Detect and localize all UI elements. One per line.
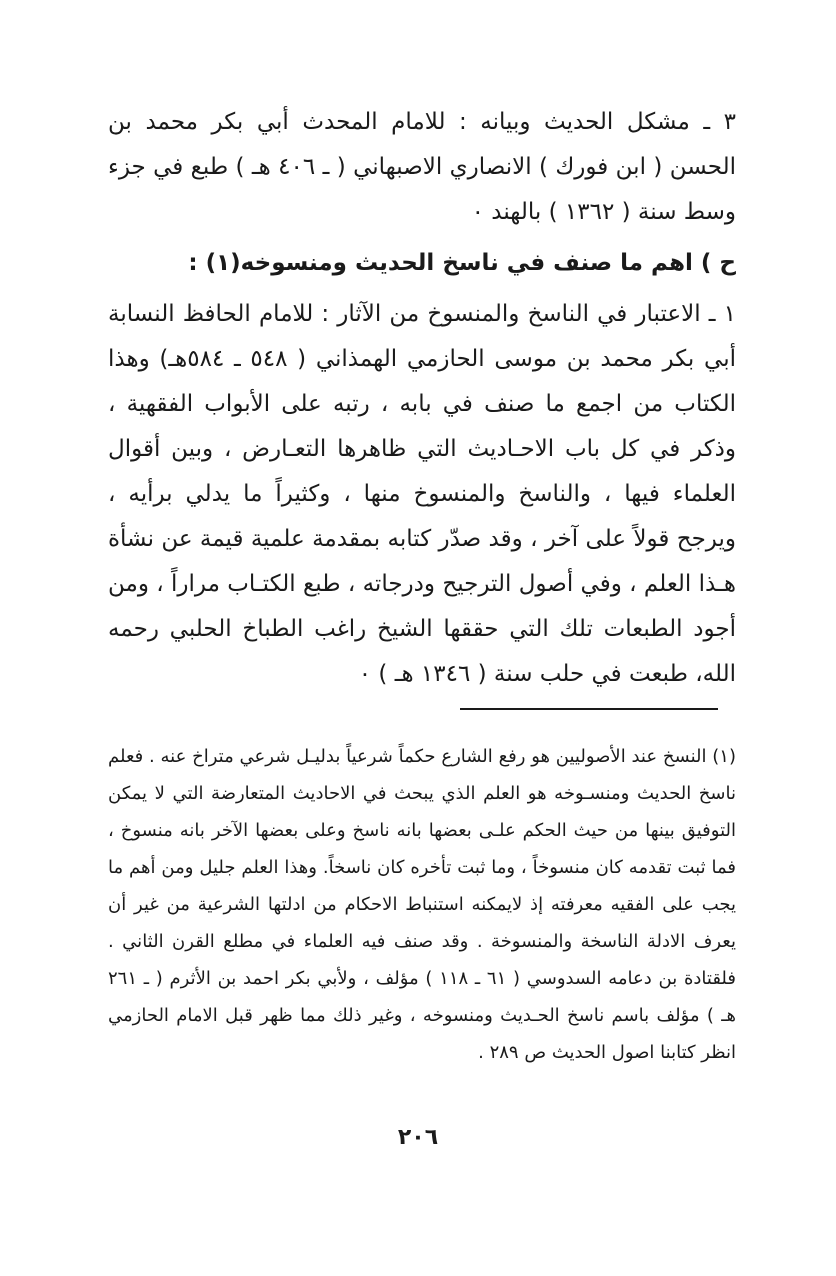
page-number: ٢٠٦ [397,1125,439,1150]
footnote-separator [460,708,718,710]
item-3-paragraph: ٣ ـ مشكل الحديث وبيانه : للامام المحدث أبي بكر محمد بن الحسن ( ابن فورك ) الانصاري الاصبهاني ( ـ ٤٠٦ هـ ) طبع في جزء وسط سنة ( ١٣٦٢ ) بالهند ٠ [108,109,736,225]
footnote [108,738,736,1071]
section-heading: ح ) اهم ما صنف في ناسخ الحديث ومنسوخه(١) : [188,250,736,276]
footnote-text: (١) النسخ عند الأصوليين هو رفع الشارع حكماً شرعياً بدليـل شرعي متراخ عنه . فعلم ناسخ الحديث ومنسـوخه هو العلم الذي يبحث في الاحاديث المتعارضة التي لا يمكن التوفيق بينها من حيث الحكم علـى بعضها بانه ناسخ وعلى بعضها الآخر بانه منسوخ ، فما ثبت تقدمه كان منسوخاً ، وما ثبت تأخره كان ناسخاً. وهذا العلم جليل ومن أهم ما يجب على الفقيه معرفته إذ لايمكنه استنباط الاحكام من ادلتها الشرعية من غير أن يعرف الادلة الناسخة والمنسوخة . وقد صنف فيه العلماء في مطلع القرن الثاني . فلقتادة بن دعامه السدوسي ( ٦١ ـ ١١٨ ) مؤلف ، ولأبي بكر احمد بن الأثرم ( ـ ٢٦١ هـ ) مؤلف باسم ناسخ الحـديث ومنسوخه ، وغير ذلك مما ظهر قبل الامام الحازمي انظر كتابنا اصول الحديث ص ٢٨٩ . [108,746,736,1063]
item-1-paragraph: ١ ـ الاعتبار في الناسخ والمنسوخ من الآثار : للامام الحافظ النسابة أبي بكر محمد بن موسى الحازمي الهمذاني ( ٥٤٨ ـ ٥٨٤هـ) وهذا الكتاب من اجمع ما صنف في بابه ، رتبه على الأبواب الفقهية ، وذكر في كل باب الاحـاديث التي ظاهرها التعـارض ، وبين أقوال العلماء فيها ، والناسخ والمنسوخ منها ، وكثيراً ما يدلي برأيه ، ويرجح قولاً على آخر ، وقد صدّر كتابه بمقدمة علمية قيمة عن نشأة هـذا العلم ، وفي أصول الترجيح ودرجاته ، طبع الكتـاب مراراً ، ومن أجود الطبعات تلك التي حققها الشيخ راغب الطباخ الحلبي رحمه الله، طبعت في حلب سنة ( ١٣٤٦ هـ ) ٠ [108,301,736,687]
main-text [108,100,736,697]
